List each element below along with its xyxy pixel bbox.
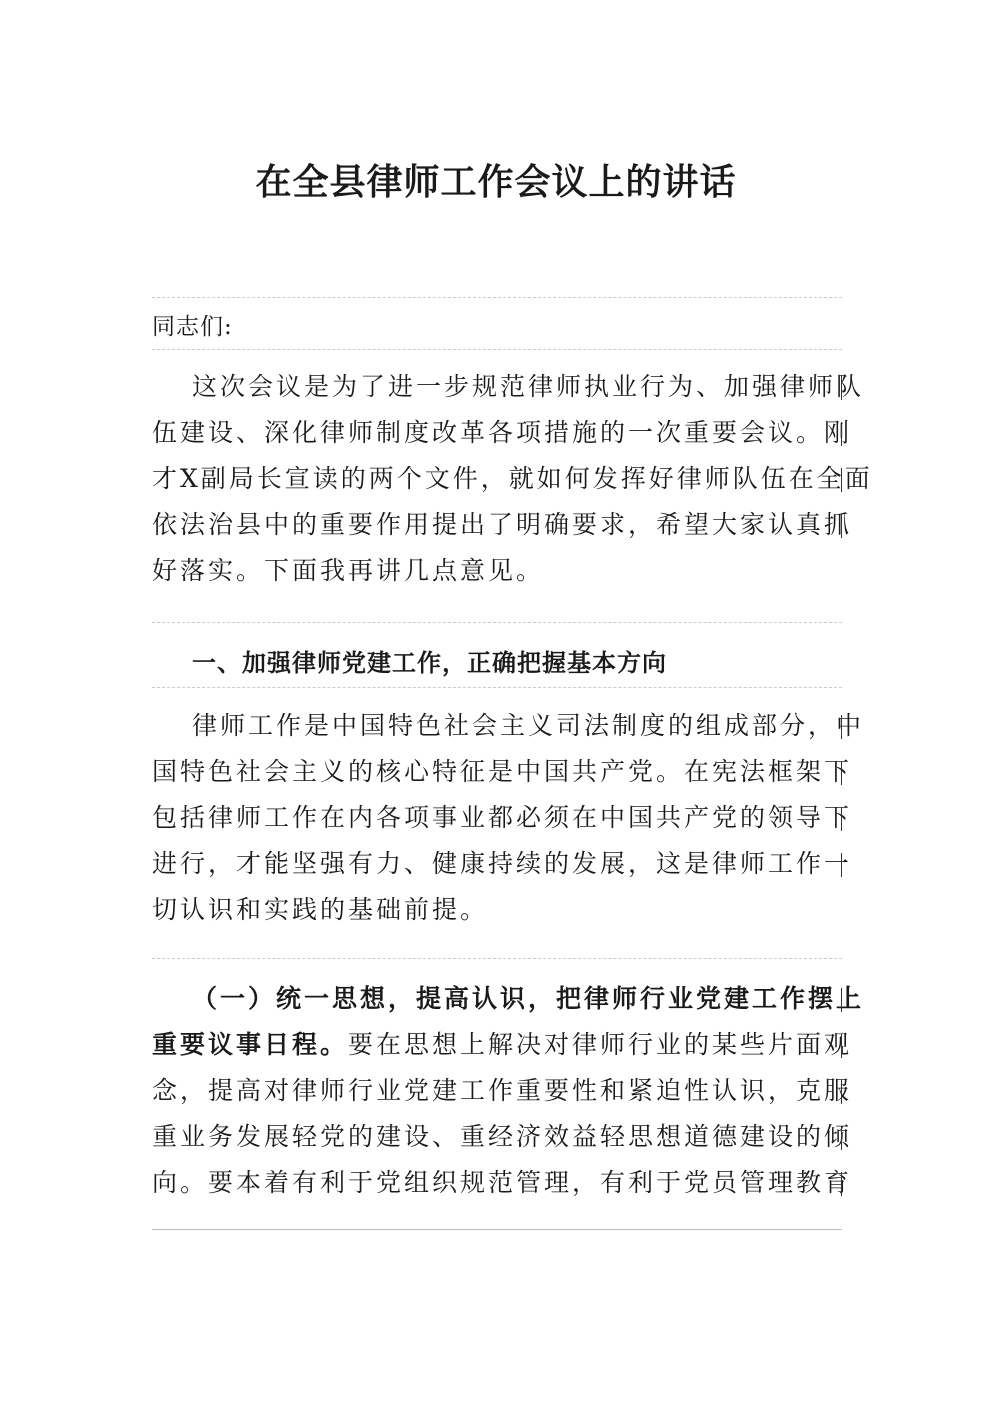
section-paragraph <box>152 703 865 933</box>
paragraph-line: 才X副局长宣读的两个文件，就如何发挥好律师队伍在全面 <box>152 464 873 493</box>
paragraph-line: 好落实。下面我再讲几点意见。 <box>152 556 545 585</box>
subsection-heading: （一）统一思想，提高认识，把律师行业党建工作摆上 <box>192 984 865 1013</box>
intro-paragraph <box>152 364 873 594</box>
paragraph-line: 重业务发展轻党的建设、重经济效益轻思想道德建设的倾 <box>152 1122 853 1151</box>
salutation: 同志们: <box>152 314 233 340</box>
margin-mark <box>841 1034 842 1058</box>
margin-mark <box>841 1126 842 1150</box>
document-title: 在全县律师工作会议上的讲话 <box>255 161 737 203</box>
paragraph-line <box>152 1022 853 1068</box>
paragraph-line: 进行，才能坚强有力、健康持续的发展，这是律师工作一 <box>152 849 853 878</box>
margin-mark <box>841 468 842 492</box>
margin-mark <box>841 715 842 739</box>
paragraph-line: 依法治县中的重要作用提出了明确要求，希望大家认真抓 <box>152 510 853 539</box>
divider <box>152 349 842 350</box>
divider <box>152 958 842 959</box>
divider <box>152 622 842 623</box>
margin-mark <box>841 1080 842 1104</box>
section-heading: 一、加强律师党建工作，正确把握基本方向 <box>192 648 667 677</box>
margin-mark <box>841 422 842 446</box>
paragraph-line: 切认识和实践的基础前提。 <box>152 895 489 924</box>
paragraph-line: 包括律师工作在内各项事业都必须在中国共产党的领导下 <box>152 803 853 832</box>
margin-mark <box>841 807 842 831</box>
paragraph-line: 国特色社会主义的核心特征是中国共产党。在宪法框架下 <box>152 757 853 786</box>
margin-mark <box>841 1172 842 1196</box>
margin-mark <box>841 853 842 877</box>
margin-mark <box>841 376 842 400</box>
paragraph-line: 这次会议是为了进一步规范律师执业行为、加强律师队 <box>192 372 865 401</box>
divider <box>152 297 842 298</box>
subsection-heading-end: 重要议事日程。 <box>152 1030 349 1059</box>
divider <box>152 1229 842 1230</box>
paragraph-line: 向。要本着有利于党组织规范管理，有利于党员管理教育 <box>152 1168 853 1197</box>
margin-mark <box>841 988 842 1012</box>
divider <box>152 687 842 688</box>
paragraph-line: 念，提高对律师行业党建工作重要性和紧迫性认识，克服 <box>152 1076 853 1105</box>
paragraph-line: 律师工作是中国特色社会主义司法制度的组成部分，中 <box>192 711 865 740</box>
margin-mark <box>841 761 842 785</box>
margin-mark <box>841 514 842 538</box>
paragraph-line: 伍建设、深化律师制度改革各项措施的一次重要会议。刚 <box>152 418 853 447</box>
subsection-paragraph <box>152 976 865 1206</box>
paragraph-text: 要在思想上解决对律师行业的某些片面观 <box>348 1030 853 1059</box>
